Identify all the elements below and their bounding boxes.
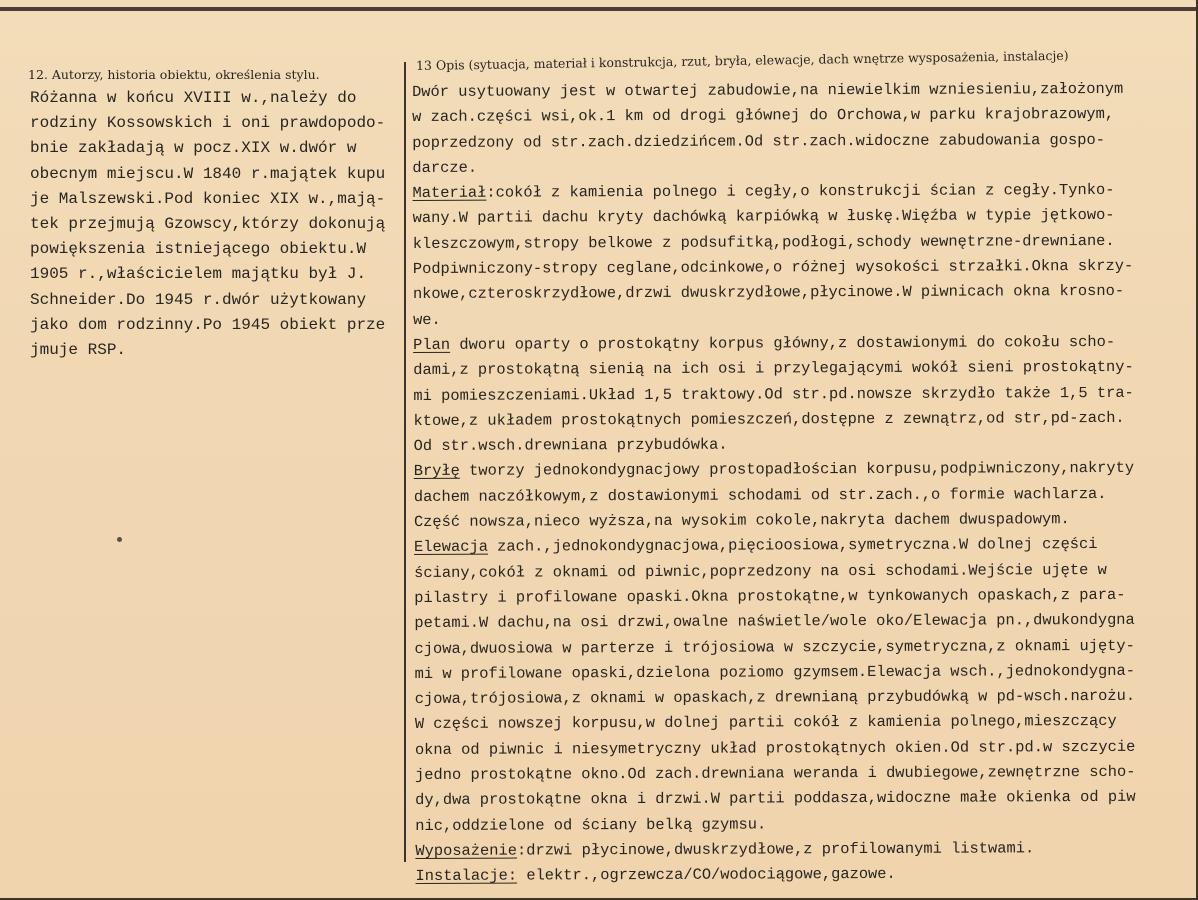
- text-line: je Malszewski.Pod koniec XIX w.,mają-: [30, 189, 386, 208]
- section-12-text: [30, 86, 385, 363]
- line-text: :cokół z kamienia polnego i cegły,o konstrukcji ścian z cegły.Tynko-: [486, 181, 1115, 202]
- line-text: dami,z prostokątną sienią na ich osi i przylegającymi wokół sieni prostokątny-: [413, 358, 1134, 380]
- text-line: Schneider.Do 1945 r.dwór użytkowany: [30, 290, 367, 309]
- text-line: [413, 203, 1134, 231]
- text-line: [414, 633, 1135, 661]
- text-line: [414, 608, 1135, 636]
- text-line: bnie zakładają w pocz.XIX w.dwór w: [30, 139, 357, 158]
- column-divider: [404, 62, 406, 862]
- line-text: darcze.: [412, 158, 478, 177]
- text-line: 1905 r.,właścicielem majątku był J.: [30, 265, 367, 284]
- text-line: [415, 836, 1136, 864]
- line-text: ściany,cokół z oknami od piwnic,poprzedzony na osi schodami.Wejście ujęte w: [414, 560, 1107, 582]
- line-text: kleszczowym,stropy belkowe z podsufitką,podłogi,schody wewnętrzne-drewniane.: [412, 231, 1115, 253]
- line-text: cjowa,trójosiowa,z oknami w opaskach,z drewnianą przybudówką w pd-wsch.narożu.: [414, 686, 1136, 709]
- text-line: [414, 557, 1135, 585]
- text-line: [412, 153, 1133, 181]
- line-text: w zach.części wsi,ok.1 km od drogi głównej do Orchowa,w parku krajobrazowym,: [412, 105, 1115, 127]
- section-keyword: Materiał: [412, 183, 487, 203]
- line-text: dworu oparty o prostokątny korpus główny,z dostawionymi do cokołu scho-: [450, 332, 1116, 354]
- section-keyword: Instalacje:: [415, 866, 518, 886]
- line-text: dachem naczółkowym,z dostawionymi schodami od str.zach.,o formie wachlarza.: [413, 484, 1107, 506]
- section-keyword: Bryłę: [413, 462, 460, 481]
- line-text: poprzedzony od str.zach.dziedzińcem.Od str.zach.widoczne zabudowania gospo-: [412, 130, 1106, 152]
- text-line: [414, 431, 1135, 459]
- line-text: ktowe,z układem prostokątnych pomieszczeń,dostępne z zewnątrz,od str,pd-zach.: [413, 408, 1125, 430]
- text-line: [414, 583, 1135, 611]
- text-line: [414, 482, 1135, 510]
- text-line: [415, 785, 1136, 813]
- text-line: [413, 380, 1134, 408]
- line-text: nkowe,czteroskrzydłowe,drzwi dwuskrzydłowe,płycinowe.W piwnicach okna krosno-: [412, 282, 1125, 304]
- text-line: [413, 229, 1134, 257]
- text-line: jmuje RSP.: [30, 340, 127, 359]
- text-line: Różanna w końcu XVIII w.,należy do: [30, 89, 357, 107]
- text-line: [413, 406, 1134, 434]
- line-text: we.: [413, 310, 441, 329]
- line-text: Podpiwniczony-stropy ceglane,odcinkowe,o różnej wysokości strzałki.Okna skrzy-: [412, 256, 1134, 279]
- text-line: [412, 77, 1133, 105]
- text-line: [412, 127, 1133, 155]
- text-line: [415, 659, 1136, 687]
- text-line: [413, 330, 1134, 358]
- line-text: pilastry i profilowane opaski.Okna prostokątne,w tynkowanych opaskach,z para-: [414, 585, 1126, 607]
- line-text: :drzwi płycinowe,dwuskrzydłowe,z profilowanymi listwami.: [516, 839, 1035, 860]
- line-text: nic,oddzielone od ściany belką gzymsu.: [415, 815, 767, 835]
- text-line: [415, 861, 1136, 889]
- section-13-text: [412, 77, 1136, 890]
- text-line: obecnym miejscu.W 1840 r.majątek kupu: [30, 164, 386, 183]
- text-line: [415, 760, 1136, 788]
- line-text: petami.W dachu,na osi drzwi,owalne naświetle/wole oko/Elewacja pn.,dwukondygna: [414, 611, 1135, 633]
- section-keyword: Elewacja: [413, 538, 488, 557]
- text-line: [413, 305, 1134, 333]
- section-13-heading: 13 Opis (sytuacja, materiał i konstrukcja, rzut, bryła, elewacje, dach wnętrze wysposażenia, instalacje): [415, 47, 1069, 73]
- text-line: [414, 507, 1135, 535]
- text-line: [414, 456, 1135, 484]
- line-text: okna od piwnic i niesymetryczny układ prostokątnych okien.Od str.pd.w szczycie: [414, 737, 1136, 759]
- section-keyword: Wyposażenie: [415, 841, 518, 860]
- line-text: elektr.,ogrzewcza/CO/wodociągowe,gazowe.: [517, 865, 896, 885]
- text-line: jako dom rodzinny.Po 1945 obiekt prze: [30, 315, 386, 334]
- line-text: zach.,jednokondygnacjowa,pięcioosiowa,symetryczna.W dolnej części: [487, 535, 1098, 557]
- top-border-line: [0, 7, 1198, 11]
- text-line: [413, 279, 1134, 307]
- text-line: tek przejmują Gzowscy,którzy dokonują: [30, 214, 386, 233]
- line-text: wany.W partii dachu kryty dachówką karpiówką w łuskę.Więźba w typie jętkowo-: [412, 206, 1115, 228]
- text-line: [414, 532, 1135, 560]
- text-line: [415, 684, 1136, 712]
- line-text: tworzy jednokondygnacjowy prostopadłościan korpusu,podpiwniczony,nakryty: [459, 459, 1135, 481]
- line-text: Od str.wsch.drewniana przybudówka.: [413, 435, 728, 456]
- text-line: [412, 178, 1133, 206]
- text-line: rodziny Kossowskich i oni prawdopodo-: [30, 114, 386, 133]
- line-text: cjowa,dwuosiowa w parterze i trójosiowa w szczycie,symetryczna,z oknami ujęty-: [414, 636, 1135, 658]
- text-line: [412, 102, 1133, 130]
- text-line: [413, 355, 1134, 383]
- line-text: Dwór usytuowany jest w otwartej zabudowie,na niewielkim wzniesieniu,założonym: [412, 79, 1124, 101]
- text-line: [413, 254, 1134, 282]
- text-line: [415, 735, 1136, 763]
- text-line: powiększenia istniejącego obiektu.W: [30, 240, 367, 259]
- section-12-heading: 12. Autorzy, historia obiektu, określenia stylu.: [28, 67, 320, 82]
- line-text: W części nowszej korpusu,w dolnej partii cokół z kamienia polnego,mieszczący: [414, 712, 1117, 734]
- section-keyword: Plan: [413, 335, 451, 354]
- line-text: mi pomieszczeniami.Układ 1,5 traktowy.Od str.pd.nowsze skrzydło także 1,5 tra-: [413, 383, 1134, 405]
- text-line: [415, 810, 1136, 838]
- paper-mark: [117, 537, 122, 542]
- line-text: jedno prostokątne okno.Od zach.drewniana weranda i dwubiegowe,zewnętrzne scho-: [414, 762, 1136, 785]
- line-text: dy,dwa prostokątne okna i drzwi.W partii poddasza,widoczne małe okienka od piw: [415, 788, 1136, 810]
- line-text: Część nowsza,nieco wyższa,na wysokim cokole,nakryta dachem dwuspadowym.: [413, 510, 1070, 532]
- text-line: [415, 709, 1136, 737]
- line-text: mi w profilowane opaski,dzielona poziomo gzymsem.Elewacja wsch.,jednokondygna-: [414, 661, 1136, 683]
